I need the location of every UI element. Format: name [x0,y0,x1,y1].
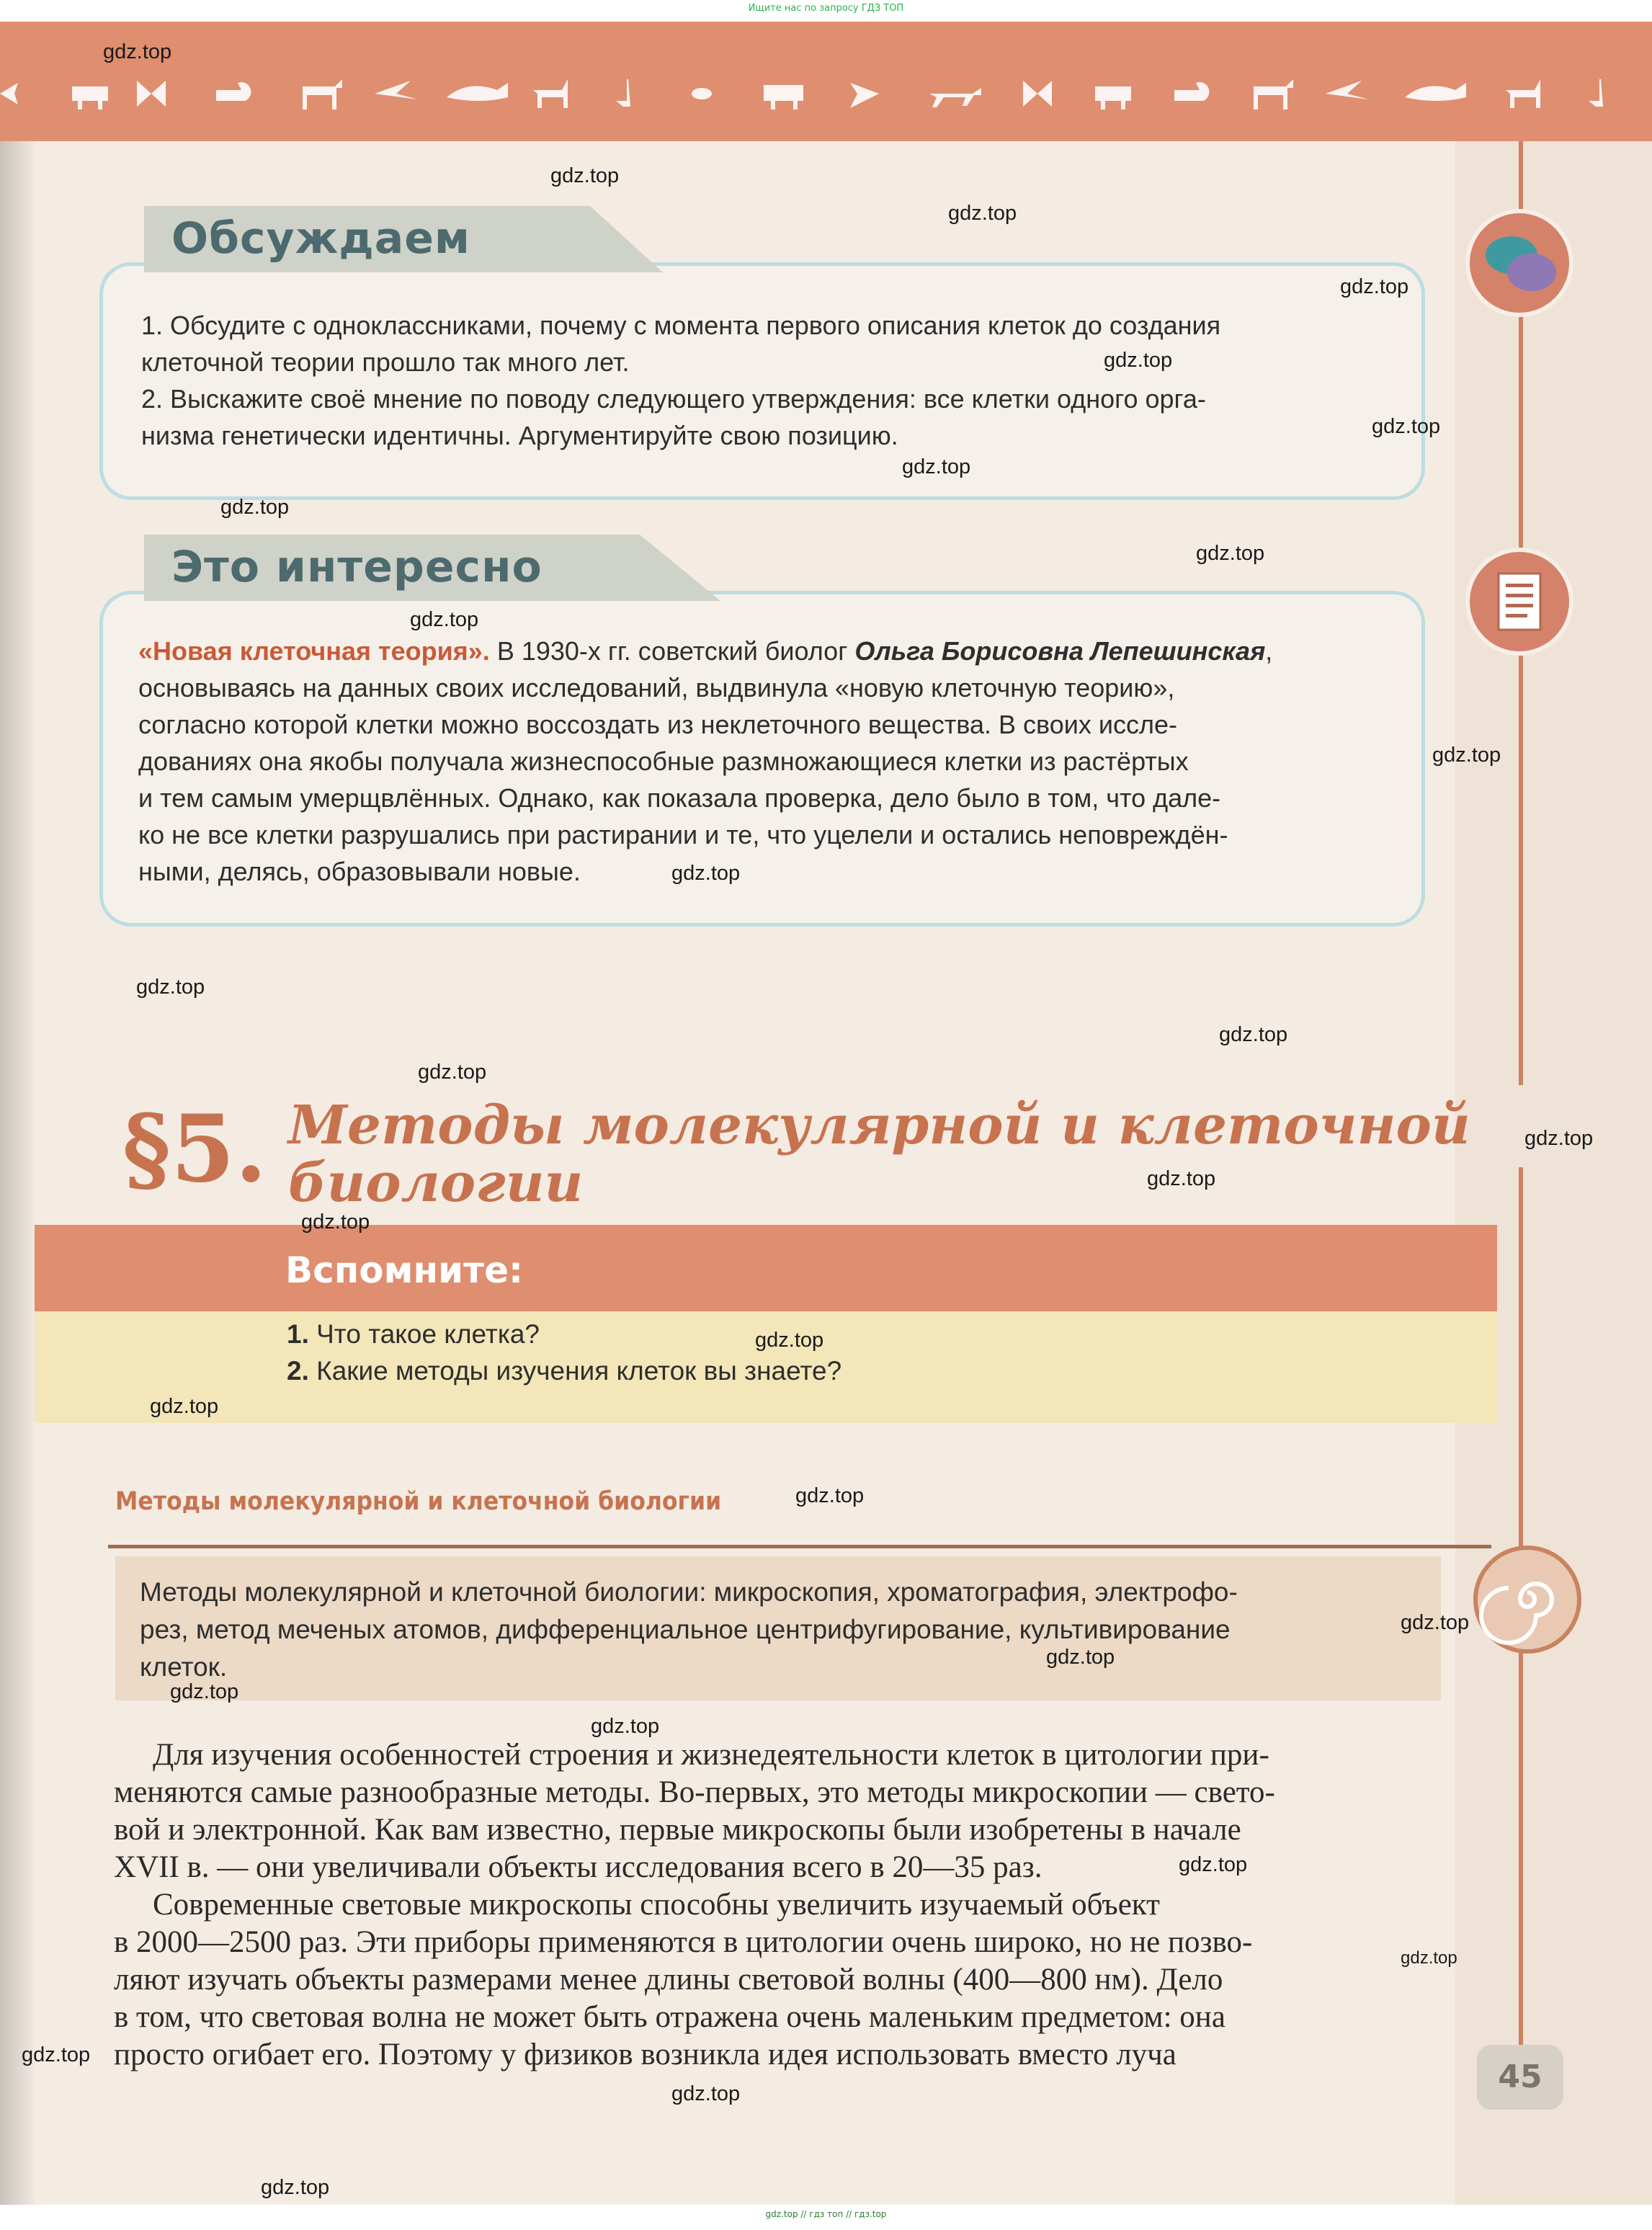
paragraph-title-line: биологии [288,1152,584,1214]
body-line: меняются самые разнообразные методы. Во-первых, это методы микроскопии — свето- [114,1775,1275,1809]
body-line: Современные световые микроскопы способны увеличить изучаемый объект [153,1888,1160,1922]
paragraph-number: §5. [122,1095,267,1203]
interesting-line-part: В 1930-х гг. советский биолог [489,636,855,666]
recall-q-text: Что такое клетка? [308,1319,540,1349]
watermark: gdz.top [1196,542,1265,565]
watermark: gdz.top [1147,1167,1216,1190]
watermark: gdz.top [671,862,741,885]
discuss-line: 1. Обсудите с одноклассниками, почему с момента первого описания клеток до создания [141,311,1221,340]
interesting-line: основываясь на данных своих исследований, выдвинула «новую клеточную теорию», [138,673,1175,703]
watermark: gdz.top [261,2176,330,2199]
interesting-lead: «Новая клеточная теория». [138,636,490,666]
watermark: gdz.top [671,2082,741,2105]
speech-bubbles-icon [1465,209,1573,317]
spiral-shell-icon [1470,1542,1585,1657]
interesting-line: дованиях она якобы получала жизнеспособные размножающиеся клетки из растёртых [138,746,1189,776]
recall-banner [35,1225,1497,1311]
pterosaur3-icon [1326,81,1369,99]
watermark: gdz.top [136,976,205,999]
heron-icon [616,79,630,107]
interesting-text [138,633,1406,890]
recall-q-text: Какие методы изучения клеток вы знаете? [308,1356,842,1386]
recall-title: Вспомните: [285,1249,523,1291]
body-line: ляют изучать объекты размерами менее длины световой волны (400—800 нм). Дело [114,1963,1223,1997]
interesting-line: согласно которой клетки можно воссоздать из неклеточного вещества. В своих иссле- [138,710,1178,739]
watermark: gdz.top [150,1395,219,1418]
recall-q-number: 2. [287,1356,309,1386]
interesting-person: Ольга Борисовна Лепешинская [854,636,1266,666]
discuss-line: низма генетически идентичны. Аргументируйте свою позицию. [141,421,898,450]
insect-icon [692,78,712,99]
right-margin-column [1455,141,1652,2205]
watermark: gdz.top [755,1329,824,1352]
subsection-rule [108,1545,1491,1548]
interesting-title: Это интересно [171,542,543,592]
discuss-line: клеточной теории прошло так много лет. [141,347,630,377]
paragraph-title-line: Методы молекулярной и клеточной [288,1094,1470,1156]
watermark: gdz.top [1401,1611,1470,1634]
deer-icon [533,79,568,108]
body-line: вой и электронной. Как вам известно, первые микроскопы были изобретены в начале [114,1813,1241,1847]
watermark: gdz.top [410,608,479,631]
page-number: 45 [1477,2045,1563,2110]
watermark: gdz.top [22,2043,91,2066]
body-line: Для изучения особенностей строения и жизнедеятельности клеток в цитологии при- [153,1738,1269,1772]
scorpion-icon [216,82,251,101]
watermark: gdz.top [170,1680,239,1703]
heron2-icon [1589,79,1603,107]
pterosaur-icon [375,81,418,99]
body-text [114,1736,1411,2074]
recall-questions [287,1316,841,1389]
watermark: gdz.top [1046,1646,1115,1669]
watermark: gdz.top [902,455,971,478]
scorpion2-icon [1174,82,1209,101]
definition-line: рез, метод меченых атомов, дифференциальное центрифугирование, культивирование [140,1615,1231,1644]
page-spine [0,22,35,2205]
top-note: Ищите нас по запросу ГДЗ ТОП [748,3,904,14]
watermark: gdz.top [1104,349,1173,372]
horse-icon [295,79,342,110]
discuss-line: 2. Выскажите своё мнение по поводу следующего утверждения: все клетки одного орга- [141,384,1206,414]
watermark: gdz.top [301,1210,370,1234]
rhino-icon [72,86,108,110]
bird-icon [0,83,18,104]
subsection-title: Методы молекулярной и клеточной биологии [115,1487,722,1516]
deer2-icon [1506,79,1540,108]
watermark: gdz.top [1179,1853,1248,1876]
watermark: gdz.top [1340,275,1409,298]
definition-text [140,1574,1393,1686]
definition-line: клеток. [140,1652,228,1682]
body-line: в 2000—2500 раз. Эти приборы применяются в цитологии очень широко, но не позво- [114,1925,1253,1959]
watermark: gdz.top [418,1061,487,1084]
watermark: gdz.top [103,40,172,63]
dolphin2-icon [1405,83,1466,101]
watermark: gdz.top [1524,1127,1594,1150]
watermark: gdz.top [550,164,620,187]
body-line: просто огибает его. Поэтому у физиков возникла идея использовать вместо луча [114,2038,1177,2071]
butterfly2-icon [1023,81,1052,107]
watermark: gdz.top [1432,744,1501,767]
bottom-note: gdz.top // гдз топ // гдз.top [765,2209,887,2219]
recall-question [287,1352,841,1389]
animal-silhouettes-strip [0,72,1652,115]
watermark: gdz.top [1401,1948,1457,1968]
body-line: в том, что световая волна не может быть отражена очень маленьким предметом: она [114,2000,1225,2034]
interesting-line: ко не все клетки разрушались при растирании и те, что уцелели и остались неповреждён- [138,820,1228,849]
definition-line: Методы молекулярной и клеточной биологии: микроскопия, хроматография, электрофо- [140,1577,1238,1607]
dolphin-icon [447,83,508,101]
watermark: gdz.top [1372,415,1441,438]
interesting-line-part: , [1265,636,1273,666]
watermark: gdz.top [795,1484,865,1507]
pterosaur2-icon [850,83,879,108]
butterfly-icon [137,81,166,107]
cheetah-icon [929,88,981,107]
discuss-title: Обсуждаем [171,213,470,264]
watermark: gdz.top [220,496,290,519]
recall-q-number: 1. [287,1319,309,1349]
watermark: gdz.top [591,1715,660,1738]
body-line: XVII в. — они увеличивали объекты исследования всего в 20—35 раз. [114,1850,1042,1884]
interesting-line: и тем самым умерщвлённых. Однако, как показала проверка, дело было в том, что дале- [138,783,1221,813]
document-icon [1465,548,1573,656]
paragraph-title [288,1094,1470,1214]
horse2-icon [1246,79,1293,110]
bison-icon [764,85,803,110]
interesting-first-line [138,633,1406,669]
rhino2-icon [1095,86,1131,110]
interesting-line: ными, делясь, образовывали новые. [138,857,581,886]
watermark: gdz.top [1219,1023,1288,1046]
watermark: gdz.top [948,202,1017,225]
discuss-text [141,307,1395,454]
